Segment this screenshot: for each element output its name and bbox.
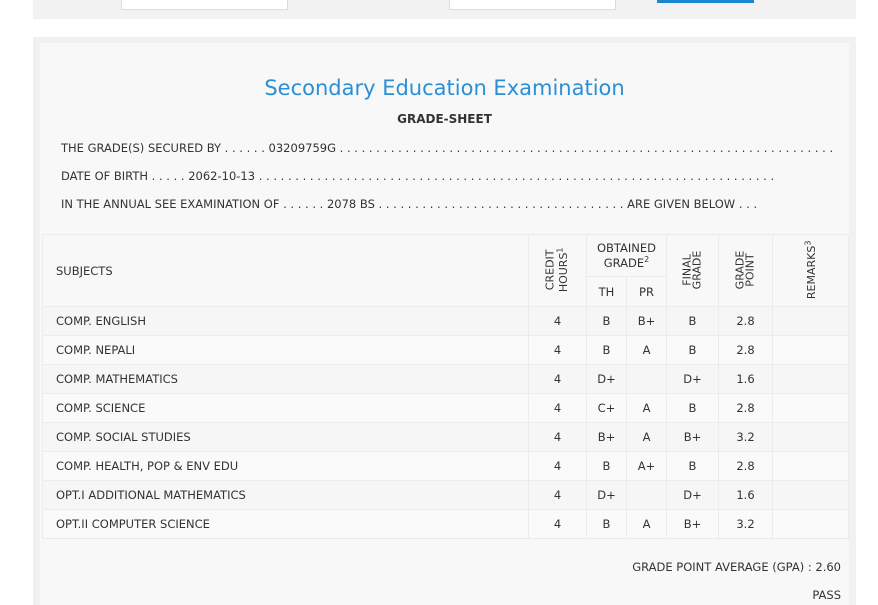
grade-point-cell: 2.8 bbox=[719, 394, 773, 423]
given-below-label: . . . . . . . . . . . . . . . . . . . . . . . . . . . . . . . . . . ARE GIVEN BELOW . . . bbox=[374, 197, 758, 211]
practical-grade-cell bbox=[627, 365, 667, 394]
final-grade-cell: D+ bbox=[667, 481, 719, 510]
practical-grade-cell: A bbox=[627, 423, 667, 452]
final-grade-cell: B bbox=[667, 452, 719, 481]
final-grade-cell: D+ bbox=[667, 365, 719, 394]
practical-grade-cell: B+ bbox=[627, 307, 667, 336]
exam-title: Secondary Education Examination bbox=[264, 76, 625, 100]
remarks-cell bbox=[773, 452, 849, 481]
result-status: PASS bbox=[812, 588, 841, 602]
practical-header: PR bbox=[627, 277, 667, 307]
dob-label: DATE OF BIRTH . . . . . bbox=[61, 169, 189, 183]
remarks-cell bbox=[773, 307, 849, 336]
credit-hours-cell: 4 bbox=[529, 481, 587, 510]
final-grade-cell: B+ bbox=[667, 510, 719, 539]
credit-hours-cell: 4 bbox=[529, 336, 587, 365]
final-grade-cell: B bbox=[667, 394, 719, 423]
exam-year: 2078 BS bbox=[326, 197, 375, 211]
gpa-value: 2.60 bbox=[815, 560, 841, 574]
result-card bbox=[33, 37, 856, 605]
gpa-line bbox=[632, 560, 841, 574]
obtained-grade-header bbox=[587, 235, 667, 277]
date-of-birth: 2062-10-13 bbox=[188, 169, 256, 183]
grade-sheet bbox=[40, 43, 849, 605]
header-text: OBTAINED bbox=[596, 241, 657, 256]
symbol-number-input[interactable] bbox=[121, 0, 288, 10]
theory-grade-cell: B bbox=[587, 336, 627, 365]
theory-grade-cell: B bbox=[587, 510, 627, 539]
credit-hours-cell: 4 bbox=[529, 394, 587, 423]
final-grade-cell: B+ bbox=[667, 423, 719, 452]
theory-grade-cell: D+ bbox=[587, 481, 627, 510]
subject-cell: OPT.II COMPUTER SCIENCE bbox=[43, 510, 529, 539]
gpa-label: GRADE POINT AVERAGE (GPA) : bbox=[632, 560, 816, 574]
grade-point-cell: 1.6 bbox=[719, 365, 773, 394]
remarks-header bbox=[773, 235, 849, 307]
header-text: GRADE bbox=[690, 250, 704, 290]
credit-hours-header bbox=[529, 235, 587, 307]
date-of-birth-line bbox=[61, 169, 774, 183]
header-text: GRADE bbox=[733, 250, 747, 290]
credit-hours-cell: 4 bbox=[529, 365, 587, 394]
top-toolbar bbox=[33, 0, 856, 19]
secured-by-label: THE GRADE(S) SECURED BY . . . . . . bbox=[61, 141, 269, 155]
final-grade-cell: B bbox=[667, 336, 719, 365]
grade-point-cell: 1.6 bbox=[719, 481, 773, 510]
remarks-cell bbox=[773, 394, 849, 423]
grade-point-cell: 2.8 bbox=[719, 307, 773, 336]
subject-cell: COMP. MATHEMATICS bbox=[43, 365, 529, 394]
header-text: FINAL bbox=[680, 254, 694, 286]
theory-grade-cell: B bbox=[587, 452, 627, 481]
credit-hours-cell: 4 bbox=[529, 510, 587, 539]
subject-cell: COMP. HEALTH, POP & ENV EDU bbox=[43, 452, 529, 481]
credit-hours-cell: 4 bbox=[529, 452, 587, 481]
header-text: CREDIT bbox=[543, 249, 557, 291]
subjects-header: SUBJECTS bbox=[43, 235, 529, 307]
practical-grade-cell: A bbox=[627, 394, 667, 423]
dotted-filler: . . . . . . . . . . . . . . . . . . . . . . . . . . . . . . . . . . . . . . . . . . . . . . . . . . . . . . . . . . . . . . . . . . . . bbox=[336, 141, 834, 155]
grade-sheet-heading: GRADE-SHEET bbox=[397, 112, 492, 126]
exam-year-line bbox=[61, 197, 757, 211]
practical-grade-cell: A bbox=[627, 336, 667, 365]
table-row bbox=[43, 365, 849, 394]
remarks-cell bbox=[773, 336, 849, 365]
practical-grade-cell: A bbox=[627, 510, 667, 539]
theory-grade-cell: C+ bbox=[587, 394, 627, 423]
table-row bbox=[43, 481, 849, 510]
table-row bbox=[43, 510, 849, 539]
footnote-mark: 2 bbox=[644, 255, 650, 265]
header-text: GRADE bbox=[603, 255, 645, 270]
table-row bbox=[43, 423, 849, 452]
credit-hours-cell: 4 bbox=[529, 307, 587, 336]
credit-hours-cell: 4 bbox=[529, 423, 587, 452]
grade-point-cell: 3.2 bbox=[719, 423, 773, 452]
remarks-cell bbox=[773, 365, 849, 394]
theory-grade-cell: D+ bbox=[587, 365, 627, 394]
grade-point-cell: 3.2 bbox=[719, 510, 773, 539]
remarks-cell bbox=[773, 481, 849, 510]
grades-table bbox=[42, 234, 849, 539]
table-row bbox=[43, 452, 849, 481]
remarks-cell bbox=[773, 423, 849, 452]
header-text: HOURS bbox=[557, 252, 571, 293]
theory-grade-cell: B bbox=[587, 307, 627, 336]
theory-header: TH bbox=[587, 277, 627, 307]
subject-cell: OPT.I ADDITIONAL MATHEMATICS bbox=[43, 481, 529, 510]
practical-grade-cell bbox=[627, 481, 667, 510]
final-grade-cell: B bbox=[667, 307, 719, 336]
practical-grade-cell: A+ bbox=[627, 452, 667, 481]
dotted-filler: . . . . . . . . . . . . . . . . . . . . . . . . . . . . . . . . . . . . . . . . . . . . . . . . . . . . . . . . . . . . . . . . . . . . . . . bbox=[255, 169, 775, 183]
date-of-birth-input[interactable] bbox=[449, 0, 616, 10]
remarks-cell bbox=[773, 510, 849, 539]
subject-cell: COMP. SOCIAL STUDIES bbox=[43, 423, 529, 452]
header-text: REMARKS bbox=[805, 245, 819, 300]
exam-label: IN THE ANNUAL SEE EXAMINATION OF . . . . . . bbox=[61, 197, 327, 211]
header-text: POINT bbox=[743, 253, 757, 287]
final-grade-header bbox=[667, 235, 719, 307]
footnote-mark: 3 bbox=[803, 240, 813, 246]
table-row bbox=[43, 394, 849, 423]
theory-grade-cell: B+ bbox=[587, 423, 627, 452]
secured-by-line bbox=[61, 141, 833, 155]
submit-button[interactable] bbox=[657, 0, 754, 3]
footnote-mark: 1 bbox=[555, 247, 565, 253]
table-row bbox=[43, 307, 849, 336]
grade-point-header bbox=[719, 235, 773, 307]
table-row bbox=[43, 336, 849, 365]
subject-cell: COMP. ENGLISH bbox=[43, 307, 529, 336]
subject-cell: COMP. SCIENCE bbox=[43, 394, 529, 423]
subject-cell: COMP. NEPALI bbox=[43, 336, 529, 365]
grade-point-cell: 2.8 bbox=[719, 336, 773, 365]
grade-point-cell: 2.8 bbox=[719, 452, 773, 481]
symbol-number: 03209759G bbox=[268, 141, 336, 155]
